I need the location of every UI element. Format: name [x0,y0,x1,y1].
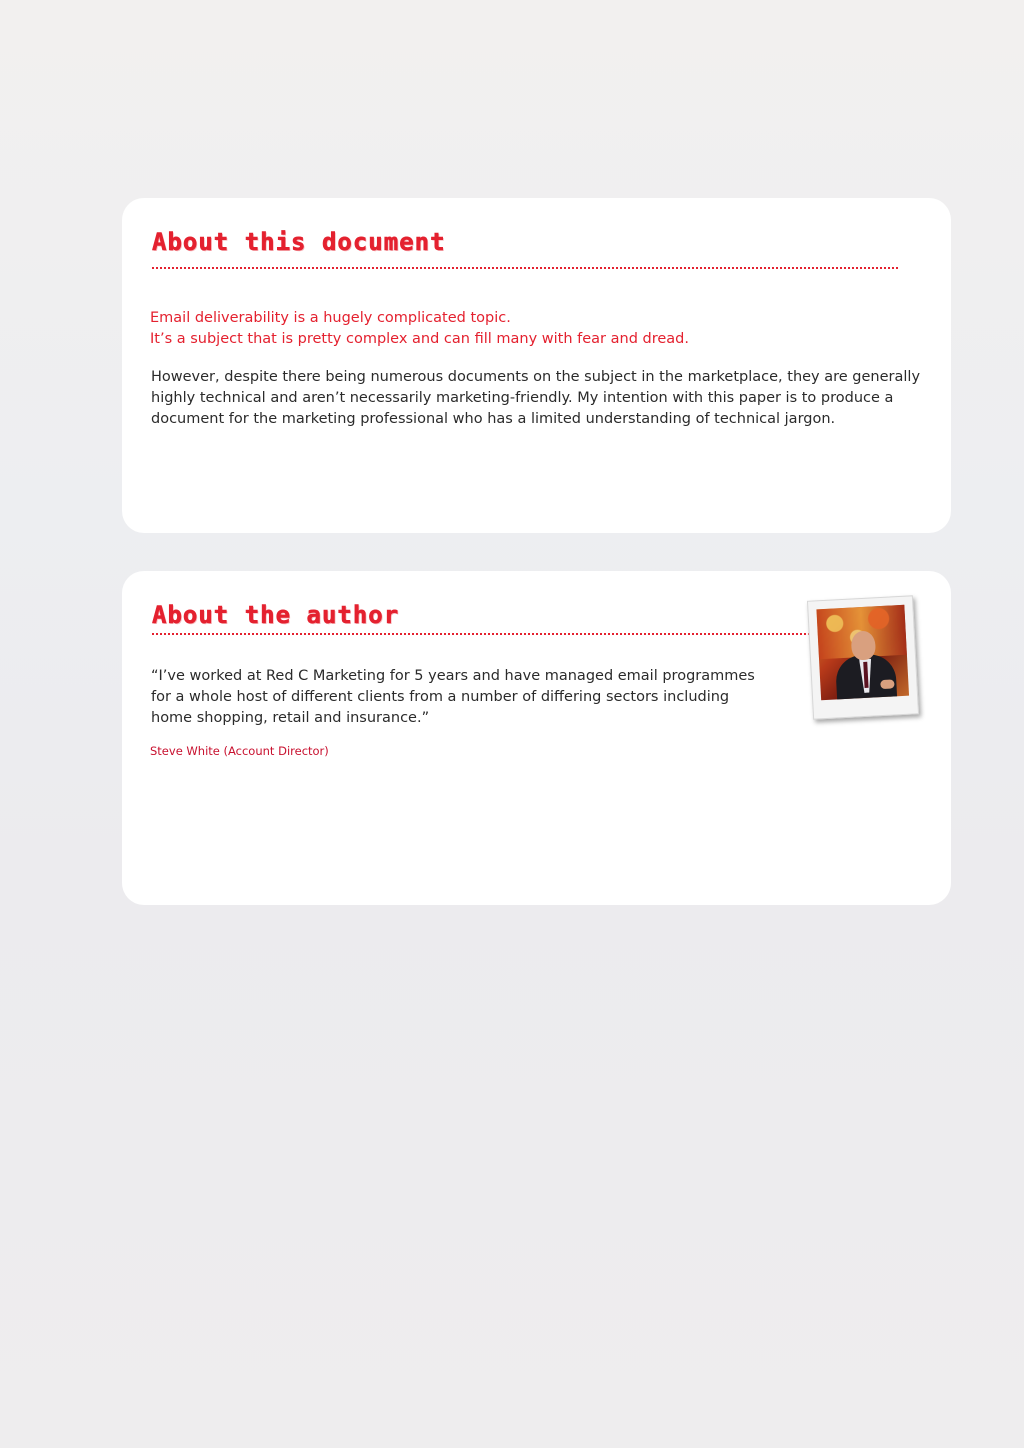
author-quote: “I’ve worked at Red C Marketing for 5 years and have managed email programmes for a whole host of different clients from a number of differing sectors including home shopping, retail and insurance.” [151,668,755,726]
document-body-text: However, despite there being numerous documents on the subject in the marketplace, they are generally highly technical and aren’t necessarily marketing-friendly. My intention with this paper is to produce a document for the marketing professional who has a limited understanding of technical jargon. [151,369,921,427]
intro-line-2: It’s a subject that is pretty complex and can fill many with fear and dread. [150,331,689,347]
intro-text [150,308,689,350]
author-photo [807,595,919,719]
author-attribution: Steve White (Account Director) [150,744,329,758]
about-document-heading: About this document [152,228,446,256]
author-portrait-image [816,605,909,700]
intro-line-1: Email deliverability is a hugely complicated topic. [150,310,511,326]
about-author-heading: About the author [152,601,400,629]
about-document-card [122,198,951,533]
heading-divider [152,633,814,635]
about-author-card [122,571,951,905]
heading-divider [152,267,898,269]
